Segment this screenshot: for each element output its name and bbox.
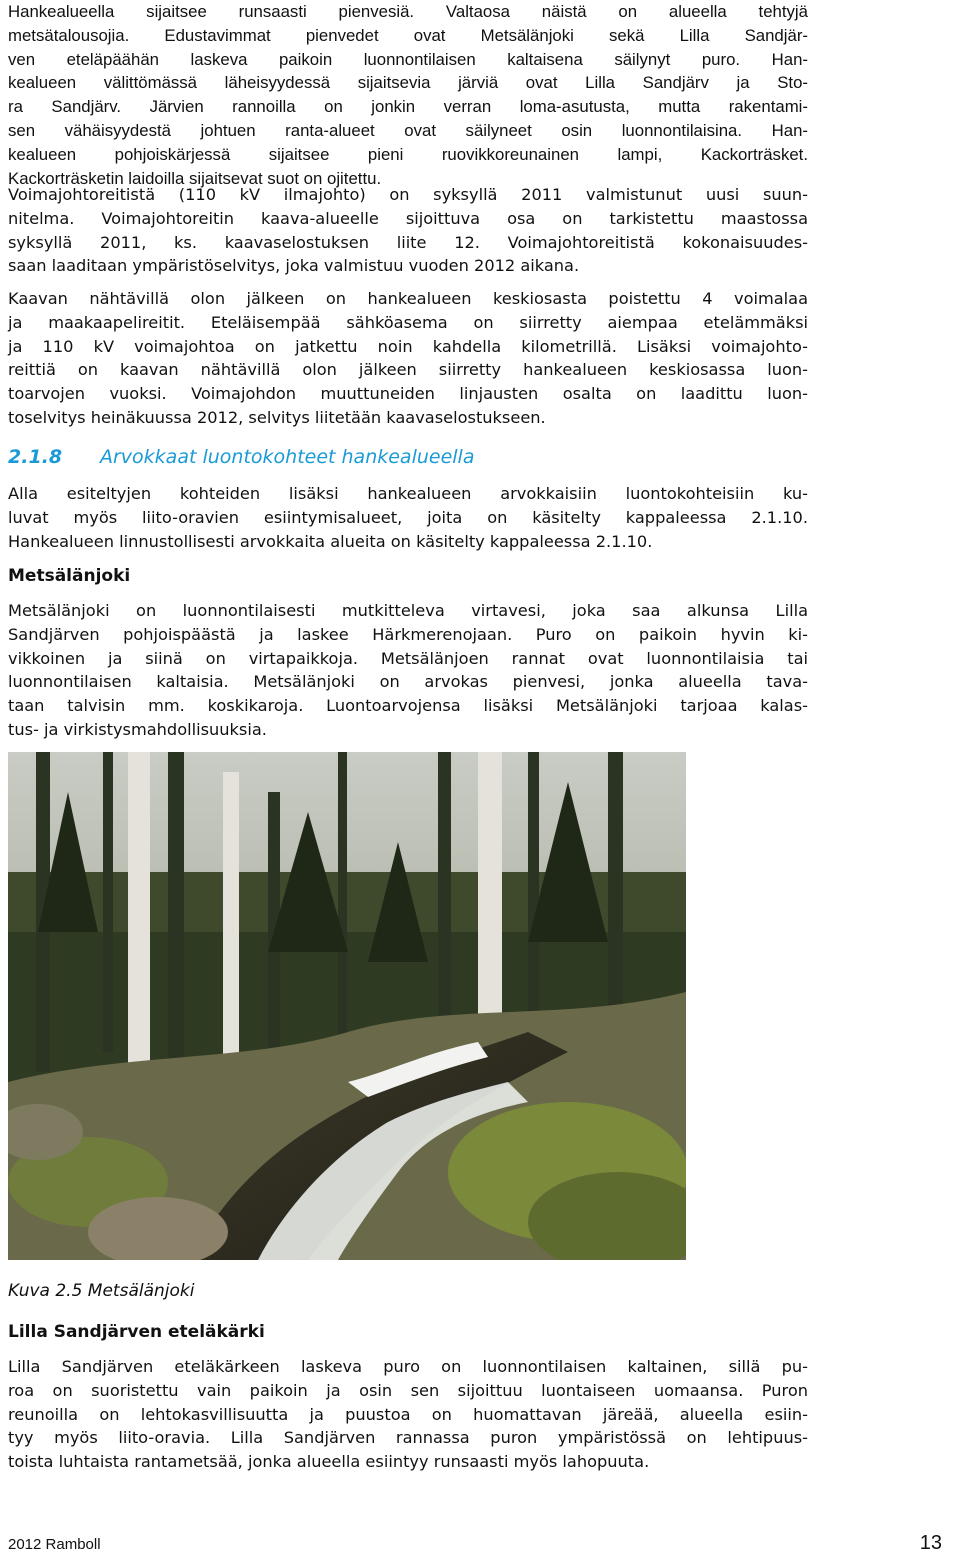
text-line: Hankealueen linnustollisesti arvokkaita alueita on käsitelty kappaleessa 2.1.10. (8, 531, 653, 551)
stream-photo (8, 752, 686, 1260)
text-line: ven eteläpäähän laskeva paikoin luonnontilaisen kaltaisena säilynyt puro. Han- (8, 49, 808, 69)
text-line: kealueen pohjoiskärjessä sijaitsee pieni ruovikkoreunainen lampi, Kackorträsket. (8, 144, 808, 164)
text-line: nitelma. Voimajohtoreitin kaava-alueelle sijoittuva osa on tarkistettu maastossa (8, 208, 808, 228)
text-line: roa on suoristettu vain paikoin ja osin sen sijoittuu luontaiseen uomaansa. Puron (8, 1380, 808, 1400)
text-line: metsätalousojia. Edustavimmat pienvedet ovat Metsälänjoki sekä Lilla Sandjär- (8, 25, 808, 45)
text-line: tyy myös liito-oravia. Lilla Sandjärven rannassa puron ympäristössä on lehtipuus- (8, 1428, 808, 1448)
text-line: Sandjärven pohjoispäästä ja laskee Härkmerenojaan. Puro on paikoin hyvin ki- (8, 624, 808, 644)
metsalanjoki-heading: Metsälänjoki (8, 566, 131, 586)
text-line: Kaavan nähtävillä olon jälkeen on hankealueen keskiosasta poistettu 4 voimalaa (8, 289, 808, 308)
section-title: Arvokkaat luontokohteet hankealueella (100, 446, 475, 468)
text-line: ja maakaapelireitit. Eteläisempää sähköasema on siirretty aiempaa etelämmäksi (8, 312, 808, 332)
metsalanjoki-paragraph (8, 599, 808, 742)
text-line: syksyllä 2011, ks. kaavaselostuksen liite 12. Voimajohtoreitistä kokonaisuudes- (8, 232, 808, 252)
intro-paragraph (8, 0, 808, 190)
text-line: toista luhtaista rantametsää, jonka alueella esiintyy runsaasti myös lahopuuta. (8, 1452, 650, 1472)
text-line: ra Sandjärv. Järvien rannoilla on jonkin verran loma-asutusta, mutta rakentami- (8, 97, 808, 117)
kaava-paragraph (8, 287, 808, 430)
text-line: reunoilla on lehtokasvillisuutta ja puustoa on huomattavan järeää, alueella esiin- (8, 1404, 808, 1424)
lilla-heading: Lilla Sandjärven eteläkärki (8, 1322, 265, 1342)
text-line: tus- ja virkistysmahdollisuuksia. (8, 719, 267, 739)
text-line: toselvitys heinäkuussa 2012, selvitys liitetään kaavaselostukseen. (8, 407, 546, 427)
text-line: taan talvisin mm. koskikaroja. Luontoarvojensa lisäksi Metsälänjoki tarjoaa kalas- (8, 696, 808, 716)
text-line: sen vähäisyydestä johtuen ranta-alueet ovat säilyneet osin luonnontilaisina. Han- (8, 120, 808, 140)
figure-caption (8, 1281, 194, 1301)
text-line: Lilla Sandjärven eteläkärkeen laskeva puro on luonnontilaisen kaltainen, sillä pu- (8, 1357, 808, 1376)
text-line: Kackorträsketin laidoilla sijaitsevat suot on ojitettu. (8, 168, 382, 188)
document-page (8, 0, 952, 1556)
text-line: saan laaditaan ympäristöselvitys, joka valmistuu vuoden 2012 aikana. (8, 256, 580, 276)
caption-label: Kuva 2.5 (8, 1281, 83, 1301)
text-line: vikkoinen ja siinä on virtapaikkoja. Metsälänjoen rannat ovat luonnontilaisia tai (8, 648, 808, 668)
text-line: toarvojen vuoksi. Voimajohdon muuttuneiden linjausten osalta on laadittu luon- (8, 384, 808, 404)
section-paragraph (8, 482, 808, 553)
section-heading (8, 446, 808, 468)
text-line: luvat myös liito-oravien esiintymisalueet, joita on käsitelty kappaleessa 2.1.10. (8, 507, 808, 527)
section-number: 2.1.8 (8, 446, 63, 468)
text-line: Alla esiteltyjen kohteiden lisäksi hankealueen arvokkaisiin luontokohteisiin ku- (8, 484, 808, 503)
text-line: kealueen välittömässä läheisyydessä sijaitsevia järviä ovat Lilla Sandjärv ja Sto- (8, 73, 808, 93)
voimajohto-paragraph (8, 183, 808, 278)
page-number: 13 (919, 1532, 942, 1554)
text-line: Metsälänjoki on luonnontilaisesti mutkitteleva virtavesi, joka saa alkunsa Lilla (8, 601, 808, 620)
caption-text: Metsälänjoki (87, 1281, 195, 1301)
text-line: Hankealueella sijaitsee runsaasti pienvesiä. Valtaosa näistä on alueella tehtyjä (8, 2, 808, 21)
text-line: ja 110 kV voimajohtoa on jatkettu noin kahdella kilometrillä. Lisäksi voimajohto- (8, 336, 808, 356)
lilla-paragraph (8, 1355, 808, 1474)
text-line: luonnontilaisen kaltaisia. Metsälänjoki on arvokas pienvesi, jonka alueella tava- (8, 672, 808, 692)
text-line: Voimajohtoreitistä (110 kV ilmajohto) on syksyllä 2011 valmistunut uusi suun- (8, 185, 808, 204)
text-line: reittiä on kaavan nähtävillä olon jälkeen siirretty hankealueen keskiosassa luon- (8, 360, 808, 380)
footer-company: 2012 Ramboll (8, 1536, 101, 1553)
